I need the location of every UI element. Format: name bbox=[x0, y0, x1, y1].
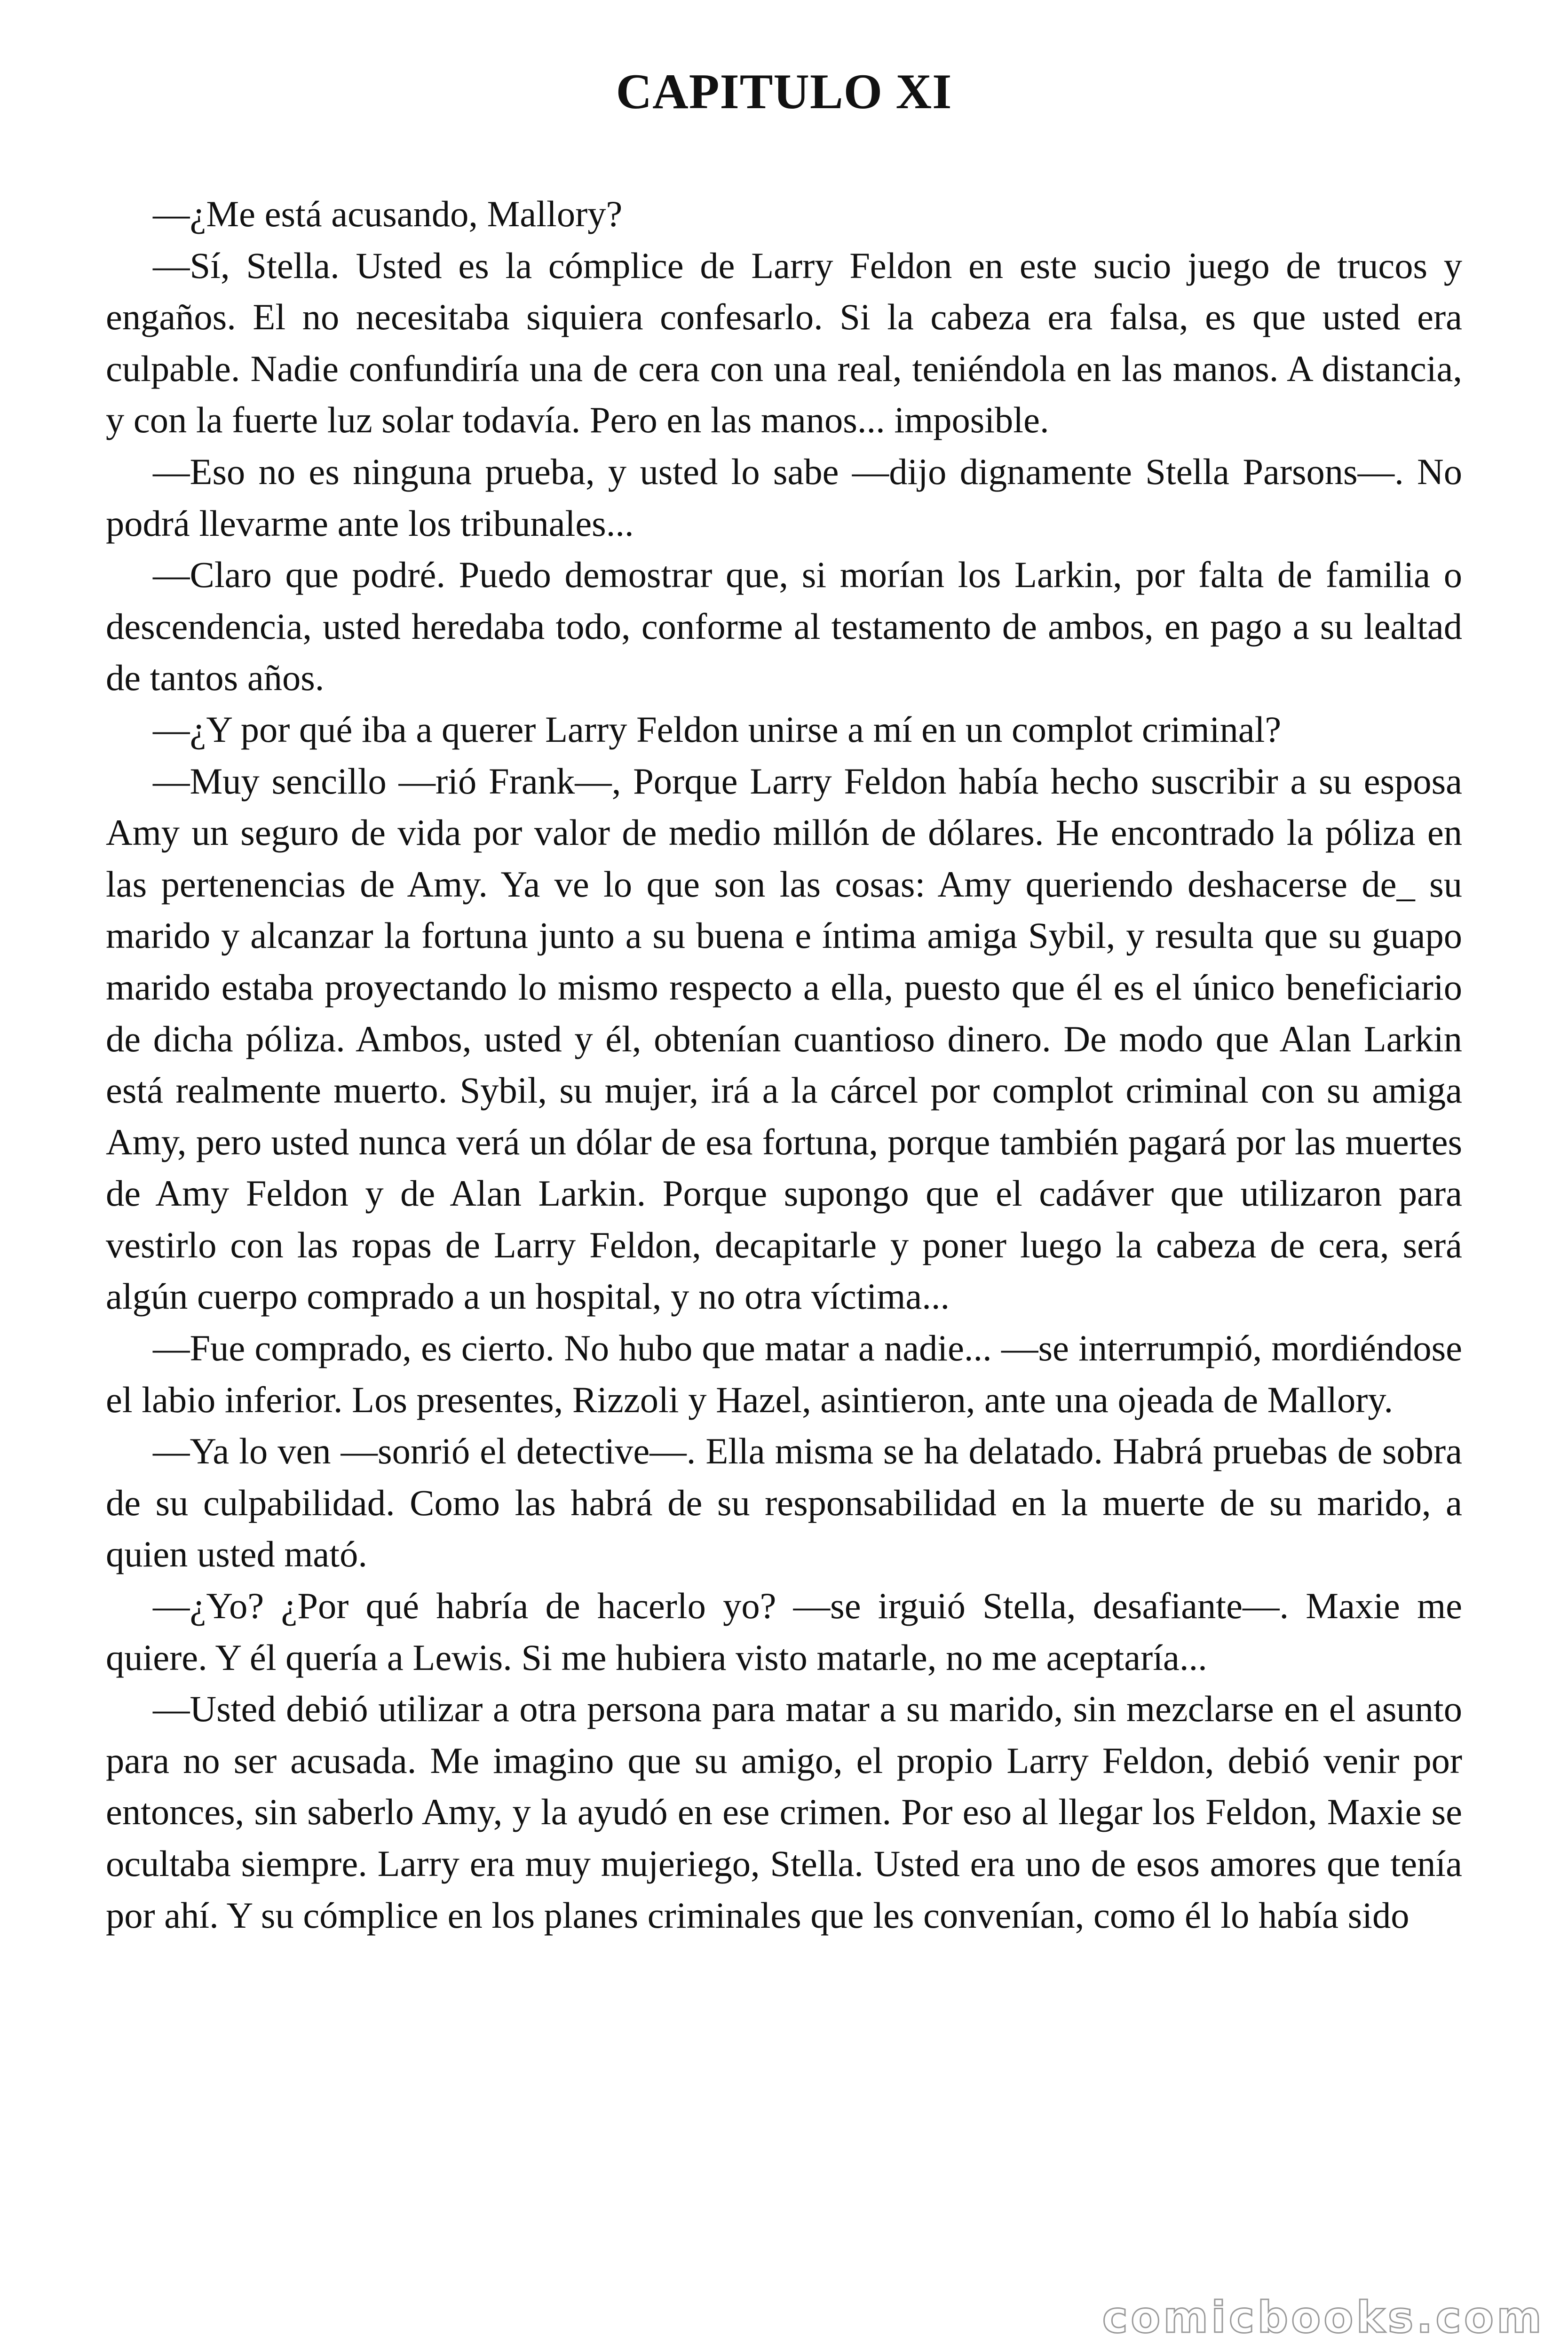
paragraph: —Eso no es ninguna prueba, y usted lo sabe —dijo dignamente Stella Parsons—. No podrá llevarme ante los tribunales... bbox=[106, 451, 1462, 544]
paragraph: —Usted debió utilizar a otra persona para matar a su marido, sin mezclarse en el asunto para no ser acusada. Me imagino que su amigo, el propio Larry Feldon, debió venir por entonces, sin saberlo Amy, y la ayudó en ese crimen. Por eso al llegar los Feldon, Maxie se ocultaba siempre. Larry era muy mujeriego, Stella. Usted era uno de esos amores que tenía por ahí. Y su cómplice en los planes criminales que les convenían, como él lo había sido bbox=[106, 1688, 1462, 1936]
page bbox=[106, 61, 1462, 1941]
chapter-title: CAPITULO XI bbox=[616, 64, 952, 119]
paragraph: —¿Me está acusando, Mallory? bbox=[153, 193, 623, 234]
paragraph: —¿Yo? ¿Por qué habría de hacerlo yo? —se irguió Stella, desafiante—. Maxie me quiere. Y él quería a Lewis. Si me hubiera visto matarle, no me aceptaría... bbox=[106, 1585, 1462, 1678]
watermark: comicbooks.com bbox=[1102, 2292, 1544, 2343]
paragraph: —Sí, Stella. Usted es la cómplice de Larry Feldon en este sucio juego de trucos y engaños. El no necesitaba siquiera confesarlo. Si la cabeza era falsa, es que usted era culpable. Nadie confundiría una de cera con una real, teniéndola en las manos. A distancia, y con la fuerte luz solar todavía. Pero en las manos... imposible. bbox=[106, 245, 1462, 441]
body-text bbox=[106, 188, 1462, 1941]
paragraph: —¿Y por qué iba a querer Larry Feldon unirse a mí en un complot criminal? bbox=[153, 708, 1282, 750]
paragraph: —Muy sencillo —rió Frank—, Porque Larry Feldon había hecho suscribir a su esposa Amy un seguro de vida por valor de medio millón de dólares. He encontrado la póliza en las pertenencias de Amy. Ya ve lo que son las cosas: Amy queriendo deshacerse de_ su marido y alcanzar la fortuna junto a su buena e íntima amiga Sybil, y resulta que su guapo marido estaba proyectando lo mismo respecto a ella, puesto que él es el único beneficiario de dicha póliza. Ambos, usted y él, obtenían cuantioso dinero. De modo que Alan Larkin está realmente muerto. Sybil, su mujer, irá a la cárcel por complot criminal con su amiga Amy, pero usted nunca verá un dólar de esa fortuna, porque también pagará por las muertes de Amy Feldon y de Alan Larkin. Porque supongo que el cadáver que utilizaron para vestirlo con las ropas de Larry Feldon, decapitarle y poner luego la cabeza de cera, será algún cuerpo comprado a un hospital, y no otra víctima... bbox=[106, 760, 1462, 1317]
paragraph: —Ya lo ven —sonrió el detective—. Ella misma se ha delatado. Habrá pruebas de sobra de su culpabilidad. Como las habrá de su responsabilidad en la muerte de su marido, a quien usted mató. bbox=[106, 1430, 1462, 1575]
paragraph: —Claro que podré. Puedo demostrar que, si morían los Larkin, por falta de familia o descendencia, usted heredaba todo, conforme al testamento de ambos, en pago a su lealtad de tantos años. bbox=[106, 554, 1462, 699]
paragraph: —Fue comprado, es cierto. No hubo que matar a nadie... —se interrumpió, mordiéndose el labio inferior. Los presentes, Rizzoli y Hazel, asintieron, ante una ojeada de Mallory. bbox=[106, 1327, 1462, 1420]
